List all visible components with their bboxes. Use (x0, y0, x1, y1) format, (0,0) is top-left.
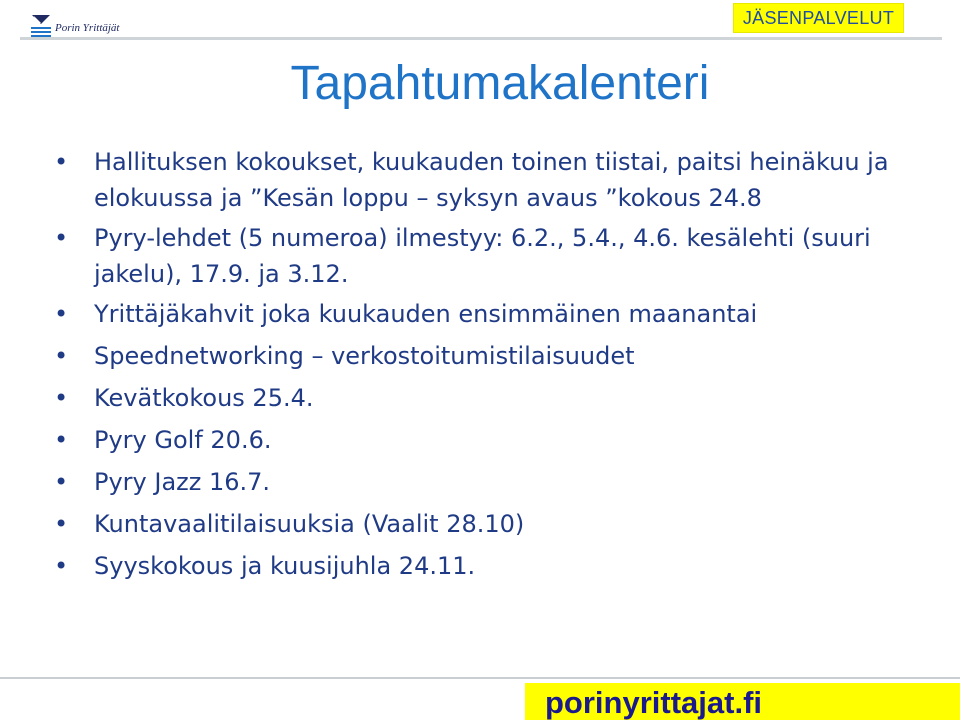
bottom-divider (0, 677, 960, 679)
member-services-button[interactable]: JÄSENPALVELUT (733, 3, 904, 33)
bullet-icon: • (54, 552, 69, 580)
list-item (0, 220, 960, 292)
event-list (0, 144, 960, 590)
bullet-icon: • (54, 148, 69, 176)
list-item-text: Syyskokous ja kuusijuhla 24.11. (94, 552, 476, 580)
bullet-icon: • (54, 224, 69, 252)
bullet-icon: • (54, 468, 69, 496)
list-item-text: Pyry Jazz 16.7. (94, 468, 271, 496)
bullet-icon: • (54, 426, 69, 454)
list-item (0, 380, 960, 416)
list-item-text: Pyry Golf 20.6. (94, 426, 272, 454)
website-link[interactable]: porinyrittajat.fi (545, 685, 763, 720)
list-item (0, 296, 960, 332)
list-item (0, 506, 960, 542)
list-item (0, 338, 960, 374)
logo[interactable] (30, 13, 120, 37)
page-title: Tapahtumakalenteri (290, 57, 710, 110)
list-item-text: Kuntavaalitilaisuuksia (Vaalit 28.10) (94, 510, 525, 538)
bullet-icon: • (54, 510, 69, 538)
logo-text: Porin Yrittäjät (55, 22, 120, 34)
bullet-icon: • (54, 342, 69, 370)
bullet-icon: • (54, 300, 69, 328)
top-divider (20, 37, 942, 40)
list-item (0, 422, 960, 458)
list-item (0, 464, 960, 500)
list-item-text: Yrittäjäkahvit joka kuukauden ensimmäinen maanantai (94, 300, 758, 328)
bullet-icon: • (54, 384, 69, 412)
list-item-text: Kevätkokous 25.4. (94, 384, 314, 412)
website-banner[interactable] (525, 683, 960, 720)
list-item-text: Pyry-lehdet (5 numeroa) ilmestyy: 6.2., 5.4., 4.6. kesälehti (suuri jakelu), 17.9. ja 3.12. (94, 224, 871, 288)
list-item-text: Hallituksen kokoukset, kuukauden toinen tiistai, paitsi heinäkuu ja elokuussa ja ”Kesän loppu – syksyn avaus ”kokous 24.8 (94, 148, 889, 212)
list-item (0, 144, 960, 216)
logo-mark-icon (30, 13, 52, 37)
list-item (0, 548, 960, 584)
list-item-text: Speednetworking – verkostoitumistilaisuudet (94, 342, 635, 370)
